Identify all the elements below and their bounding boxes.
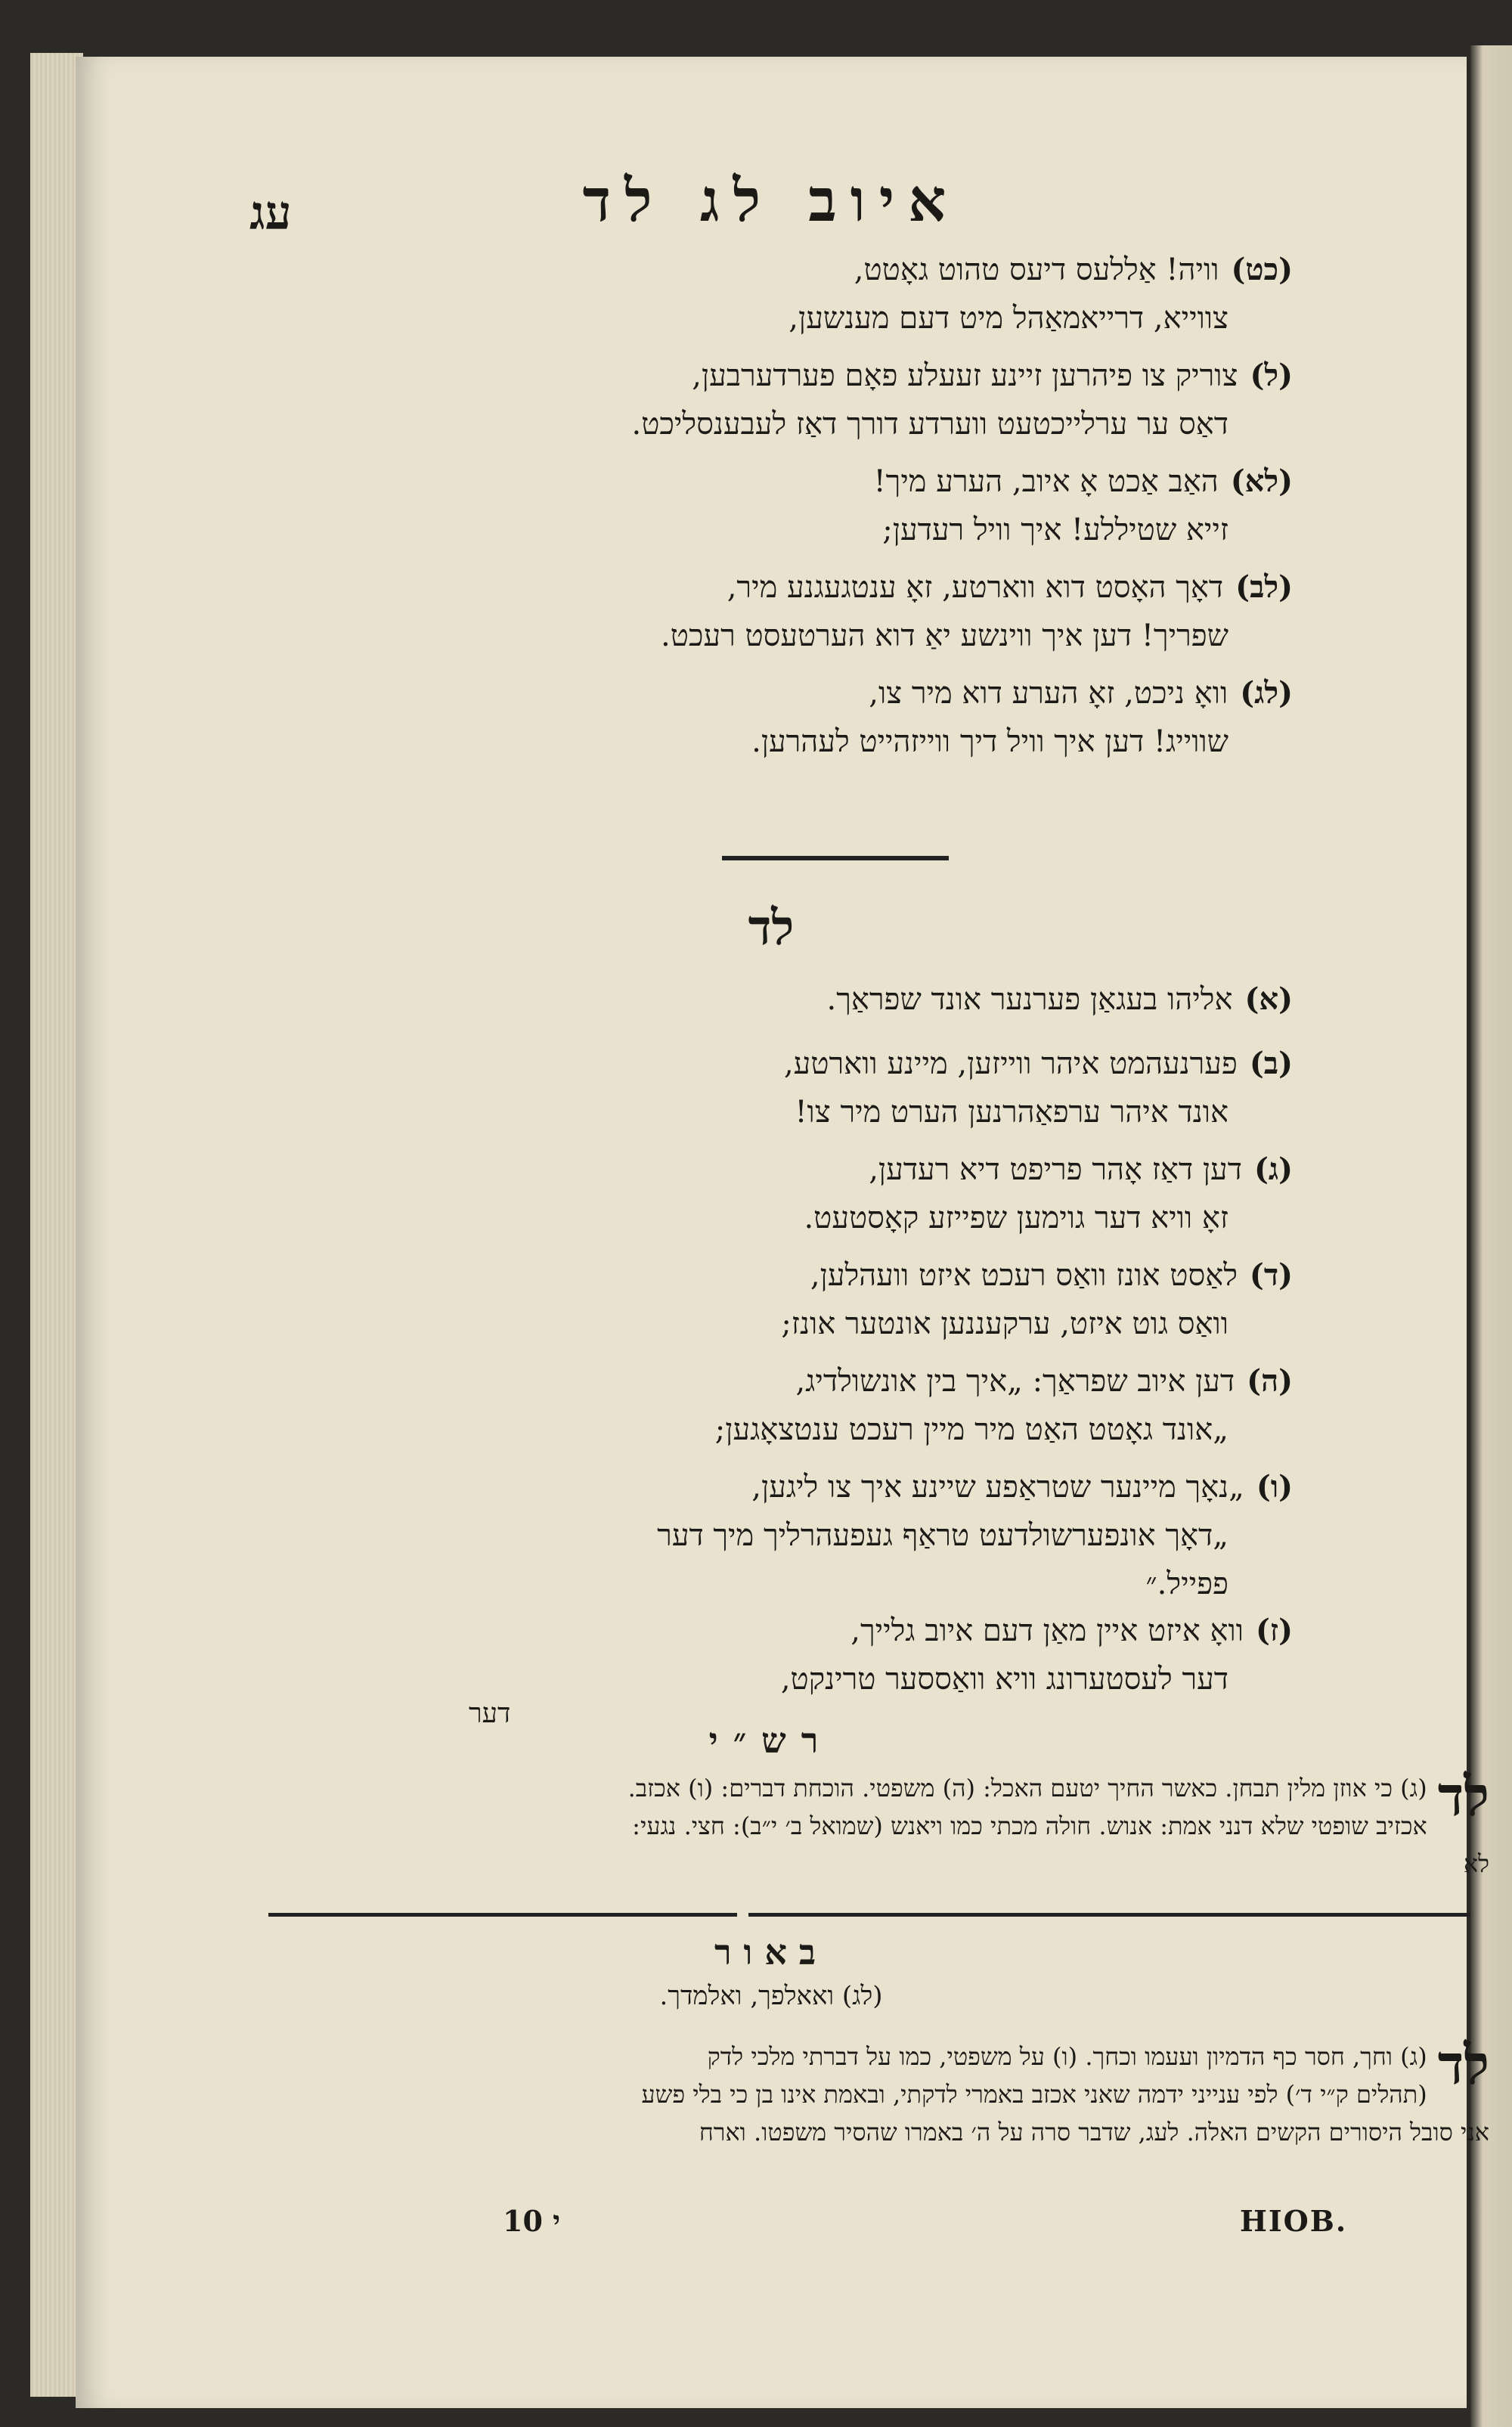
verse-line: דאַס ער ערלייכטעט ווערדע דורך דאַז לעבענסליכט. <box>631 407 1228 442</box>
verse-line: וואָ ניכט, זאָ הערע דוא מיר צו, <box>869 676 1228 711</box>
verse-34-5 <box>234 1357 1293 1454</box>
verse-line: שפריך! דען איך ווינשע יאַ דוא הערטעסט רעכט. <box>661 618 1228 653</box>
verse-line: האַב אַכט אָ איוב, הערע מיך! <box>873 464 1219 499</box>
biur-heading: באור <box>714 1932 829 1973</box>
verse-number: (ל) <box>1250 358 1293 393</box>
commentary-chapter-label: לד <box>1437 2032 1489 2097</box>
commentary-line: (תהלים ק״י ד׳) לפי ענייני ידמה שאני אכזב באמרי לדקתי, ובאמת אינו בן כי בלי פשע <box>641 2080 1427 2109</box>
column-divider <box>268 1913 737 1917</box>
commentary-chapter-label: לד <box>1437 1764 1489 1828</box>
verse-33-30 <box>234 352 1293 448</box>
verse-line: צווייא, דרייאמאַהל מיט דעם מענשען, <box>789 301 1228 336</box>
verse-line: זייא שטיללע! איך וויל רעדען; <box>882 513 1228 547</box>
verse-34-2 <box>234 1040 1293 1136</box>
verse-33-29 <box>234 246 1293 343</box>
verse-number: (ו) <box>1256 1469 1293 1505</box>
verse-line: „אונד גאָטט האַט מיר מיין רעכט ענטצאָגען; <box>714 1412 1228 1447</box>
verse-line: שווייג! דען איך וויל דיך ווייזהייט לעהרען. <box>751 724 1228 759</box>
verse-number: (ז) <box>1255 1613 1293 1648</box>
verse-line: אליהו בעגאַן פערנער אונד שפראַך. <box>826 982 1233 1017</box>
verse-34-4 <box>234 1251 1293 1348</box>
verse-line: לאַסט אונז וואַס רעכט איזט וועהלען, <box>810 1258 1238 1293</box>
printer-signature: 10 י <box>503 2204 561 2238</box>
verse-number: (לב) <box>1235 569 1293 605</box>
verse-line: אונד איהר ערפאַהרנען הערט מיר צו! <box>795 1095 1228 1130</box>
verse-line: דאָך האָסט דוא ווארטע, זאָ ענטגעגנע מיר, <box>727 570 1224 605</box>
commentary-line: אכזיב שופטי שלא דנני אמת: אנוש. חולה מכתי כמו ויאנש (שמואל ב׳ י״ב): חצי. נגעי: <box>632 1812 1427 1840</box>
verse-34-6 <box>189 1463 1293 1608</box>
verse-line: פפייל.״ <box>1145 1567 1228 1601</box>
commentary-line: אני סובל היסורים הקשים האלה. לעג, שדבר סרה על ה׳ באמרו שהסיר משפטו. וארח <box>699 2118 1489 2146</box>
commentary-line: (ג) וחך, חסר כף הדמיון ועעמו וכחך. (ו) על משפטי, כמו על דברתי מלכי לדק <box>707 2042 1427 2071</box>
verse-line: דען דאַז אָהר פריפט דיא רעדען, <box>869 1152 1242 1187</box>
verse-number: (ג) <box>1253 1152 1293 1187</box>
verse-number: (א) <box>1244 981 1293 1017</box>
verse-number: (ד) <box>1249 1257 1293 1293</box>
book-page <box>76 57 1489 2408</box>
chapter-heading: לד <box>748 900 795 956</box>
verse-number: (לא) <box>1230 463 1293 499</box>
running-header: איוב לג לד <box>582 166 960 235</box>
commentary-line: לא <box>1463 1849 1489 1878</box>
catchword: דער <box>469 1698 511 1729</box>
verse-line: „נאָך מיינער שטראַפע שיינע איך צו ליגען, <box>751 1470 1244 1505</box>
verse-number: (ב) <box>1249 1046 1293 1081</box>
verse-number: (כט) <box>1231 252 1293 287</box>
commentary-line: (ג) כי אוזן מלין תבחן. כאשר החיך יטעם האכל: (ה) משפטי. הוכחת דברים: (ו) אכזב. <box>627 1774 1427 1802</box>
section-divider <box>722 856 949 860</box>
rashi-heading: רש״י <box>708 1720 834 1761</box>
verse-line: וואָ איזט איין מאַן דעם איוב גלייך, <box>850 1613 1244 1648</box>
verse-line: זאָ וויא דער גוימען שפייזע קאָסטעט. <box>804 1201 1228 1235</box>
verse-line: דען איוב שפראַך: „איך בין אונשולדיג, <box>795 1364 1235 1399</box>
verse-line: פערנעהמט איהר ווייזען, מיינע ווארטע, <box>783 1046 1238 1081</box>
rashi-commentary <box>261 1764 1489 1883</box>
verse-33-33 <box>234 669 1293 766</box>
verse-34-7 <box>234 1607 1293 1703</box>
verse-line: „דאָך אונפערשולדעט טראַף געפעהרליך מיך דער <box>657 1518 1228 1553</box>
verse-number: (לג) <box>1240 675 1293 711</box>
verse-34-1 <box>234 975 1293 1024</box>
column-divider <box>748 1913 1470 1917</box>
verse-number: (ה) <box>1247 1363 1293 1399</box>
verse-line: וואַס גוט איזט, ערקעננען אונטער אונז; <box>781 1306 1228 1341</box>
verse-line: צוריק צו פיהרען זיינע זעעלע פאָם פערדערבען, <box>692 358 1238 393</box>
running-title: HIOB. <box>1240 2204 1348 2238</box>
verse-33-31 <box>234 457 1293 554</box>
verse-line: וויה! אַללעס דיעס טהוט גאָטט, <box>854 253 1219 287</box>
page-number: עג <box>249 185 292 240</box>
biur-commentary <box>261 2032 1489 2151</box>
verse-34-3 <box>234 1145 1293 1242</box>
biur-subheading: (לג) ואאלפך, ואלמדך. <box>659 1981 883 2011</box>
verse-line: דער לעסטערונג וויא וואַססער טרינקט, <box>780 1662 1228 1697</box>
verse-33-32 <box>234 563 1293 660</box>
